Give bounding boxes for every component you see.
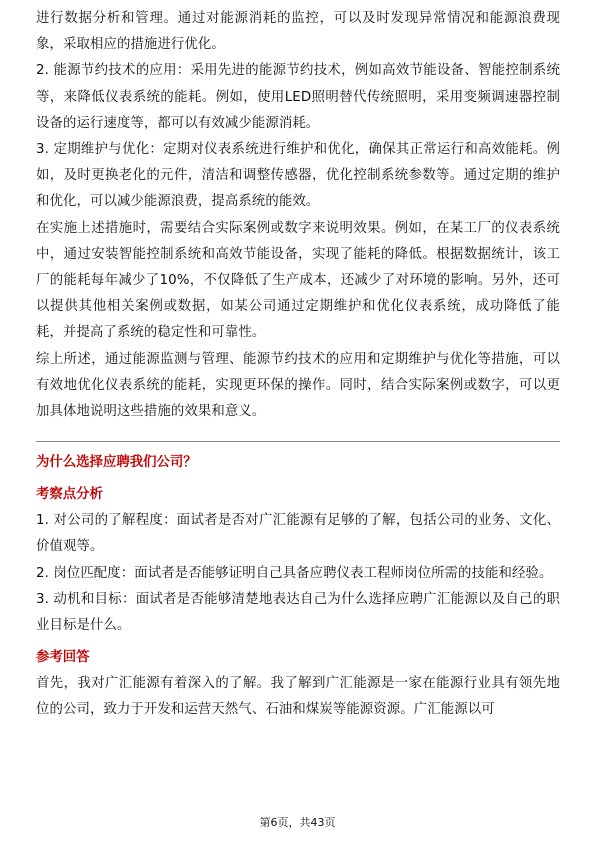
analysis-item: 2. 岗位匹配度：面试者是否能够证明自己具备应聘仪表工程师岗位所需的技能和经验。 [36,565,553,581]
answer-heading: 参考回答 [36,650,90,666]
analysis-item: 1. 对公司的了解程度：面试者是否对广汇能源有足够的了解，包括公司的业务、文化、价值观等。 [36,513,560,555]
answer-paragraph: 首先，我对广汇能源有着深入的了解。我了解到广汇能源是一家在能源行业具有领先地位的公司，致力于开发和运营天然气、石油和煤炭等能源资源。广汇能源以可 [36,676,560,718]
question-title: 为什么选择应聘我们公司？ [36,455,197,471]
page-number: 第6页，共43页 [259,816,336,829]
body-paragraph: 进行数据分析和管理。通过对能源消耗的监控，可以及时发现异常情况和能源浪费现象，采取相应的措施进行优化。 [36,11,560,53]
section-divider [36,441,560,442]
body-paragraph: 3. 定期维护与优化：定期对仪表系统进行维护和优化，确保其正常运行和高效能耗。例如，及时更换老化的元件，清洁和调整传感器，优化控制系统参数等。通过定期的维护和优化，可以减少能源浪费，提高系统的能效。 [36,142,560,210]
body-paragraph: 综上所述，通过能源监测与管理、能源节约技术的应用和定期维护与优化等措施，可以有效地优化仪表系统的能耗，实现更环保的操作。同时，结合实际案例或数字，可以更加具体地说明这些措施的效果和意义。 [36,351,560,420]
body-paragraph: 2. 能源节约技术的应用：采用先进的能源节约技术，例如高效节能设备、智能控制系统等，来降低仪表系统的能耗。例如，使用LED照明替代传统照明，采用变频调速器控制设备的运行速度等，都可以有效减少能源消耗。 [36,63,560,131]
analysis-item: 3. 动机和目标：面试者是否能够清楚地表达自己为什么选择应聘广汇能源以及自己的职业目标是什么。 [36,591,560,634]
analysis-heading: 考察点分析 [36,487,103,503]
document-content [36,6,560,724]
body-paragraph: 在实施上述措施时，需要结合实际案例或数字来说明效果。例如，在某工厂的仪表系统中，通过安装智能控制系统和高效节能设备，实现了能耗的降低。根据数据统计，该工厂的能耗每年减少了10%，不仅降低了生产成本，还减少了对环境的影响。另外，还可以提供其他相关案例或数据，如某公司通过定期维护和优化仪表系统，成功降低了能耗，并提高了系统的稳定性和可靠性。 [36,220,560,341]
